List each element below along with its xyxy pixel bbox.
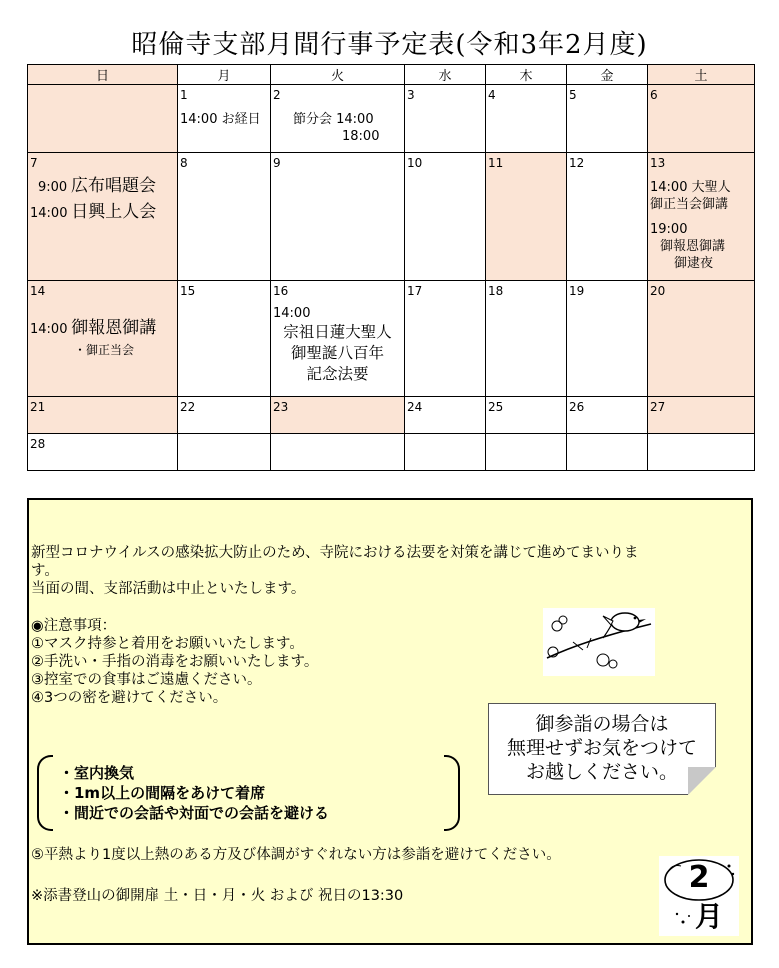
weekday-mon: 月 (178, 65, 271, 85)
day-cell (178, 85, 271, 153)
event-time: 18:00 (342, 129, 380, 144)
event-text: 御報恩御講 (71, 318, 157, 338)
note-line: 無理せずお気をつけて (506, 737, 697, 759)
weekday-sun: 日 (28, 65, 178, 85)
event-line (30, 315, 175, 341)
day-number: 15 (180, 284, 196, 298)
day-number: 7 (30, 156, 38, 170)
bracket-item: ・1m以上の間隔をあけて着席 (59, 784, 266, 802)
calendar-table (27, 64, 755, 471)
bird-on-branch-illustration (543, 608, 655, 676)
day-number: 1 (180, 88, 188, 102)
week-row (28, 85, 755, 153)
day-number: 18 (488, 284, 504, 298)
day-number: 2 (273, 88, 281, 102)
day-cell (648, 85, 755, 153)
day-cell (486, 434, 567, 471)
day-cell (271, 434, 405, 471)
month-badge-number: 2 (688, 860, 710, 895)
footer-note: ※添書登山の御開扉 土・日・月・火 および 祝日の13:30 (31, 888, 404, 904)
day-number: 10 (407, 156, 423, 170)
event-line (30, 173, 175, 199)
day-cell (648, 397, 755, 434)
day-cell (648, 153, 755, 281)
week-row (28, 397, 755, 434)
event-text: ・御正当会 (74, 343, 135, 357)
event-text: 広布唱題会 (71, 176, 157, 196)
day-number: 27 (650, 400, 666, 414)
day-cell (405, 153, 486, 281)
day-number: 23 (273, 400, 289, 414)
day-number: 26 (569, 400, 585, 414)
caution-item: ③控室での食事はご遠慮ください。 (31, 672, 262, 689)
caution-item: ②手洗い・手指の消毒をお願いいたします。 (31, 654, 319, 671)
day-cell (28, 281, 178, 397)
day-number: 16 (273, 284, 289, 298)
bracket-item: ・室内換気 (59, 764, 135, 782)
event-text: 日興上人会 (71, 202, 157, 222)
day-number: 9 (273, 156, 281, 170)
day-number: 22 (180, 400, 196, 414)
bracket-items (59, 763, 329, 823)
bracket-right (444, 755, 460, 831)
day-cell (178, 434, 271, 471)
bracket-left (37, 755, 53, 831)
day-number: 28 (30, 437, 46, 451)
day-cell (405, 434, 486, 471)
week-row (28, 153, 755, 281)
day-cell (567, 434, 648, 471)
weekday-thu: 木 (486, 65, 567, 85)
page-curl-icon (688, 767, 716, 795)
day-cell (178, 281, 271, 397)
caution-item: ④3つの密を避けてください。 (31, 690, 228, 707)
day-cell (405, 85, 486, 153)
month-badge-char: 月 (695, 900, 724, 933)
day-cell (405, 281, 486, 397)
day-number: 3 (407, 88, 415, 102)
event-text: 御報恩御講 (660, 239, 726, 254)
week-row (28, 434, 755, 471)
event-time: 19:00 (650, 222, 688, 237)
event-text: 御正当会御講 (650, 197, 729, 212)
note-line: お越しください。 (525, 761, 678, 783)
weekday-tue: 火 (271, 65, 405, 85)
day-number: 14 (30, 284, 46, 298)
day-number: 24 (407, 400, 423, 414)
event-text: 14:00 お経日 (180, 112, 261, 127)
page-title: 昭倫寺支部月間行事予定表(令和3年2月度) (131, 30, 648, 60)
event-text: 14:00 大聖人 (650, 180, 731, 195)
intro-line: 新型コロナウイルスの感染拡大防止のため、寺院における法要を対策を講じて進めてまいりま (31, 545, 639, 561)
day-cell (28, 434, 178, 471)
caution-item: ⑤平熱より1度以上熱のある方及び体調がすぐれない方は参詣を避けてください。 (31, 847, 561, 863)
day-cell (567, 153, 648, 281)
day-number: 25 (488, 400, 504, 414)
intro-line: 当面の間、支部活動は中止といたします。 (31, 581, 306, 598)
day-cell (271, 281, 405, 397)
day-cell (271, 85, 405, 153)
event-text: 記念法要 (306, 365, 369, 383)
day-cell (567, 85, 648, 153)
ventilation-bracket (37, 755, 460, 829)
day-number: 4 (488, 88, 496, 102)
day-number: 12 (569, 156, 585, 170)
caution-heading: ◉注意事項： (31, 617, 117, 634)
day-cell (567, 281, 648, 397)
visit-note-card (488, 703, 716, 795)
day-cell (567, 397, 648, 434)
day-number: 17 (407, 284, 423, 298)
day-number: 6 (650, 88, 658, 102)
day-number: 5 (569, 88, 577, 102)
day-cell (486, 153, 567, 281)
month-badge (659, 856, 739, 936)
event-line (30, 199, 175, 225)
day-cell (28, 397, 178, 434)
event-time: 9:00 (38, 180, 68, 195)
day-cell (648, 434, 755, 471)
weekday-header-row (28, 65, 755, 85)
weekday-wed: 水 (405, 65, 486, 85)
day-cell (486, 281, 567, 397)
event-time: 14:00 (30, 206, 68, 221)
caution-item: ①マスク持参と着用をお願いいたします。 (31, 635, 304, 652)
event-time: 14:00 (273, 306, 311, 321)
event-text: 宗祖日蓮大聖人 (283, 323, 392, 341)
day-cell (271, 153, 405, 281)
note-line: 御参詣の場合は (535, 713, 669, 735)
day-cell (486, 397, 567, 434)
day-number: 21 (30, 400, 46, 414)
event-time: 14:00 (30, 322, 68, 337)
weekday-sat: 土 (648, 65, 755, 85)
event-text: 節分会 14:00 (293, 112, 374, 127)
day-number: 8 (180, 156, 188, 170)
day-cell (405, 397, 486, 434)
week-row (28, 281, 755, 397)
weekday-fri: 金 (567, 65, 648, 85)
day-number: 19 (569, 284, 585, 298)
day-number: 11 (488, 156, 504, 170)
day-cell (271, 397, 405, 434)
day-cell (178, 397, 271, 434)
intro-line: す。 (31, 563, 59, 580)
day-cell (648, 281, 755, 397)
day-number: 13 (650, 156, 666, 170)
bracket-item: ・間近での会話や対面での会話を避ける (59, 804, 330, 822)
notice-box (27, 498, 753, 945)
event-text: 御逮夜 (674, 256, 714, 271)
event-text: 御聖誕八百年 (290, 344, 384, 362)
day-cell (28, 85, 178, 153)
day-cell (178, 153, 271, 281)
day-number: 20 (650, 284, 666, 298)
day-cell (28, 153, 178, 281)
day-cell (486, 85, 567, 153)
